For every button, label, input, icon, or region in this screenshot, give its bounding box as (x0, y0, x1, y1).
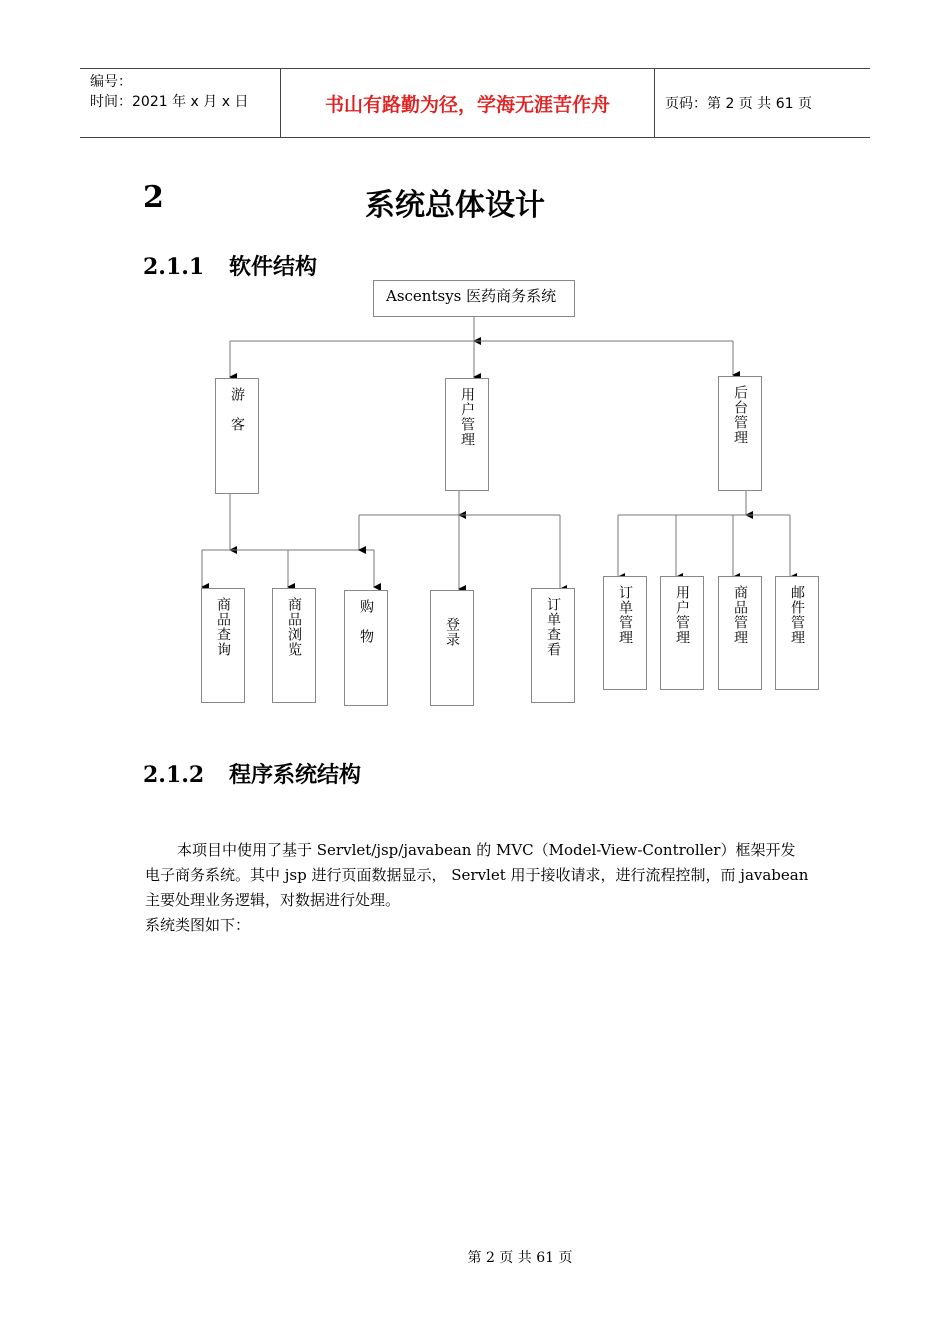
page-footer: 第 2 页 共 61 页 (467, 1250, 573, 1266)
node-label: 登录 (444, 617, 460, 647)
chapter-number: 2 (143, 180, 164, 215)
body-text (145, 838, 810, 938)
section-number: 2.1.1 (143, 254, 205, 280)
number-label: 编号： (90, 74, 132, 90)
node-label: 订单查看 (545, 597, 561, 657)
node-guest (215, 378, 259, 494)
node-order-view (531, 588, 575, 703)
node-login (430, 590, 474, 706)
section-number: 2.1.2 (143, 762, 205, 788)
body-paragraph-mvc: 本项目中使用了基于 Servlet/jsp/javabean 的 MVC（Model-View-Controller）框架开发电子商务系统。其中 jsp 进行页面数据显示， Servlet 用于接收请求，进行流程控制，而 javabean 主要处理业务逻辑，对数据进行处理。 (145, 841, 809, 909)
node-shopping (344, 590, 388, 706)
header-motto: 书山有路勤为径，学海无涯苦作舟 (281, 69, 655, 137)
node-product-browse (272, 588, 316, 703)
time-label: 时间：2021 年 x 月 x 日 (90, 94, 249, 110)
header-page-info: 页码：第 2 页 共 61 页 (665, 96, 812, 112)
node-label: 购 物 (358, 599, 374, 644)
node-label: 用户管理 (674, 585, 690, 645)
node-admin-management-label: 后台管理 (732, 385, 748, 445)
node-admin-management (718, 376, 762, 491)
section-title: 程序系统结构 (229, 762, 362, 788)
chapter-text: 系统总体设计 (365, 188, 545, 223)
node-label: 商品浏览 (286, 597, 302, 657)
node-user-management-label: 用户管理 (459, 387, 475, 447)
node-guest-label: 游 客 (229, 387, 245, 432)
section-heading-program-structure (143, 758, 361, 789)
node-user-management (445, 378, 489, 491)
node-admin-user-management (660, 576, 704, 690)
diagram-root-node: Ascentsys 医药商务系统 (373, 280, 575, 317)
section-title: 软件结构 (229, 254, 318, 280)
node-product-management (718, 576, 762, 690)
node-label: 商品查询 (215, 597, 231, 657)
node-label: 商品管理 (732, 585, 748, 645)
node-label: 订单管理 (617, 585, 633, 645)
body-paragraph-class-diagram: 系统类图如下： (145, 916, 251, 934)
node-order-management (603, 576, 647, 690)
node-mail-management (775, 576, 819, 690)
node-product-search (201, 588, 245, 703)
node-label: 邮件管理 (789, 585, 805, 645)
